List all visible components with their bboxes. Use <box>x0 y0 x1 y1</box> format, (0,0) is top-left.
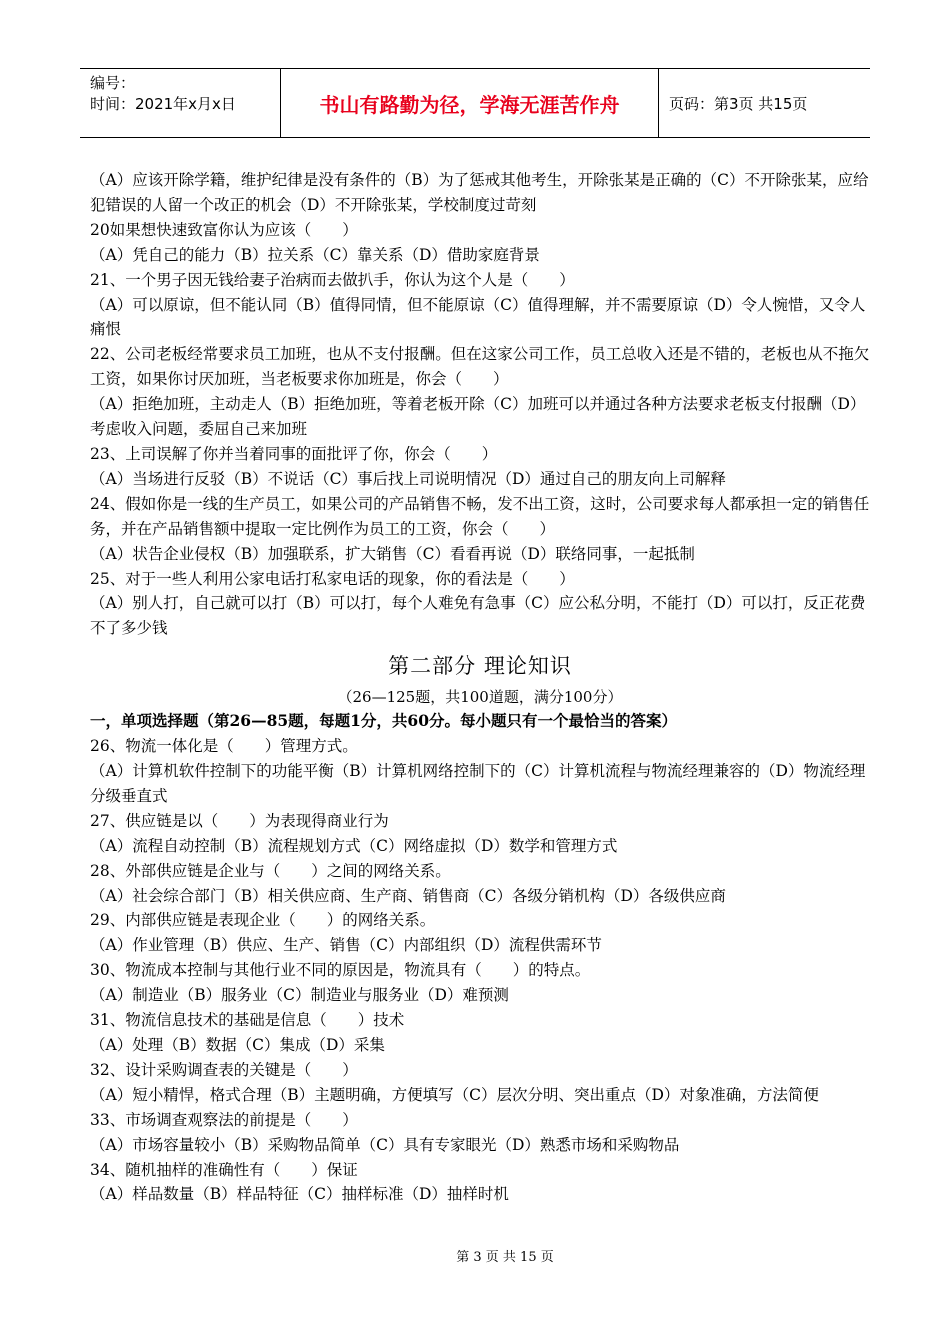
answer-options: （A）流程自动控制（B）流程规划方式（C）网络虚拟（D）数学和管理方式 <box>90 836 618 855</box>
header-page-info: 页码：第3页 共15页 <box>669 94 808 113</box>
question-text: 25、对于一些人利用公家电话打私家电话的现象，你的看法是（ ） <box>90 569 575 588</box>
question-text: 23、上司误解了你并当着同事的面批评了你，你会（ ） <box>90 444 498 463</box>
question-text: 21、一个男子因无钱给妻子治病而去做扒手，你认为这个人是（ ） <box>90 270 575 289</box>
answer-options: （A）当场进行反驳（B）不说话（C）事后找上司说明情况（D）通过自己的朋友向上司解释 <box>90 469 726 488</box>
answer-options: （A）应该开除学籍，维护纪律是没有条件的（B）为了惩戒其他考生，开除张某是正确的（C）不开除张某，应给犯错误的人留一个改正的机会（D）不开除张某，学校制度过苛刻 <box>90 171 869 214</box>
question-text: 34、随机抽样的准确性有（ ）保证 <box>90 1160 358 1179</box>
question-text: 33、市场调查观察法的前提是（ ） <box>90 1110 358 1129</box>
header-motto: 书山有路勤为径，学海无涯苦作舟 <box>281 69 659 137</box>
question-text: 20如果想快速致富你认为应该（ ） <box>90 220 358 239</box>
answer-options: （A）样品数量（B）样品特征（C）抽样标准（D）抽样时机 <box>90 1185 509 1204</box>
section-title: 第二部分 理论知识 <box>388 654 572 679</box>
answer-options: （A）可以原谅，但不能认同（B）值得同情，但不能原谅（C）值得理解，并不需要原谅（D）令人惋惜，又令人痛恨 <box>90 295 866 339</box>
answer-options: （A）社会综合部门（B）相关供应商、生产商、销售商（C）各级分销机构（D）各级供应商 <box>90 886 726 905</box>
document-time: 时间：2021年x月x日 <box>90 95 236 113</box>
question-text: 22、公司老板经常要求员工加班，也从不支付报酬。但在这家公司工作，员工总收入还是不错的，老板也从不拖欠工资，如果你讨厌加班，当老板要求你加班是，你会（ ） <box>90 345 870 389</box>
answer-options: （A）作业管理（B）供应、生产、销售（C）内部组织（D）流程供需环节 <box>90 936 602 955</box>
question-text: 26、物流一体化是（ ）管理方式。 <box>90 737 358 756</box>
page-header <box>80 68 870 138</box>
part-heading: 一，单项选择题（第26—85题，每题1分，共60分。每小题只有一个最恰当的答案） <box>90 711 677 731</box>
answer-options: （A）市场容量较小（B）采购物品简单（C）具有专家眼光（D）熟悉市场和采购物品 <box>90 1135 680 1154</box>
answer-options: （A）状告企业侵权（B）加强联系，扩大销售（C）看看再说（D）联络同事，一起抵制 <box>90 544 695 563</box>
answer-options: （A）凭自己的能力（B）拉关系（C）靠关系（D）借助家庭背景 <box>90 245 540 264</box>
question-text: 27、供应链是以（ ）为表现得商业行为 <box>90 811 389 830</box>
document-number-label: 编号： <box>90 74 136 92</box>
question-text: 31、物流信息技术的基础是信息（ ）技术 <box>90 1011 405 1030</box>
page-footer: 第 3 页 共 15 页 <box>456 1250 554 1265</box>
answer-options: （A）处理（B）数据（C）集成（D）采集 <box>90 1036 385 1054</box>
answer-options: （A）计算机软件控制下的功能平衡（B）计算机网络控制下的（C）计算机流程与物流经理兼容的（D）物流经理分级垂直式 <box>90 762 866 805</box>
question-text: 28、外部供应链是企业与（ ）之间的网络关系。 <box>90 861 451 880</box>
header-meta <box>80 69 281 137</box>
section-subtitle: （26—125题，共100道题，满分100分） <box>337 688 623 707</box>
question-text: 24、假如你是一线的生产员工，如果公司的产品销售不畅，发不出工资，这时，公司要求每人都承担一定的销售任务，并在产品销售额中提取一定比例作为员工的工资，你会（ ） <box>90 494 870 538</box>
answer-options: （A）制造业（B）服务业（C）制造业与服务业（D）难预测 <box>90 986 509 1005</box>
answer-options: （A）别人打，自己就可以打（B）可以打，每个人难免有急事（C）应公私分明，不能打（D）可以打，反正花费不了多少钱 <box>90 594 866 638</box>
document-body <box>90 168 870 1207</box>
question-text: 29、内部供应链是表现企业（ ）的网络关系。 <box>90 911 436 930</box>
question-text: 32、设计采购调查表的关键是（ ） <box>90 1060 358 1079</box>
answer-options: （A）短小精悍，格式合理（B）主题明确，方便填写（C）层次分明、突出重点（D）对象准确，方法简便 <box>90 1085 819 1104</box>
answer-options: （A）拒绝加班，主动走人（B）拒绝加班，等着老板开除（C）加班可以并通过各种方法要求老板支付报酬（D）考虑收入问题，委屈自己来加班 <box>90 395 866 439</box>
question-text: 30、物流成本控制与其他行业不同的原因是，物流具有（ ）的特点。 <box>90 961 591 980</box>
